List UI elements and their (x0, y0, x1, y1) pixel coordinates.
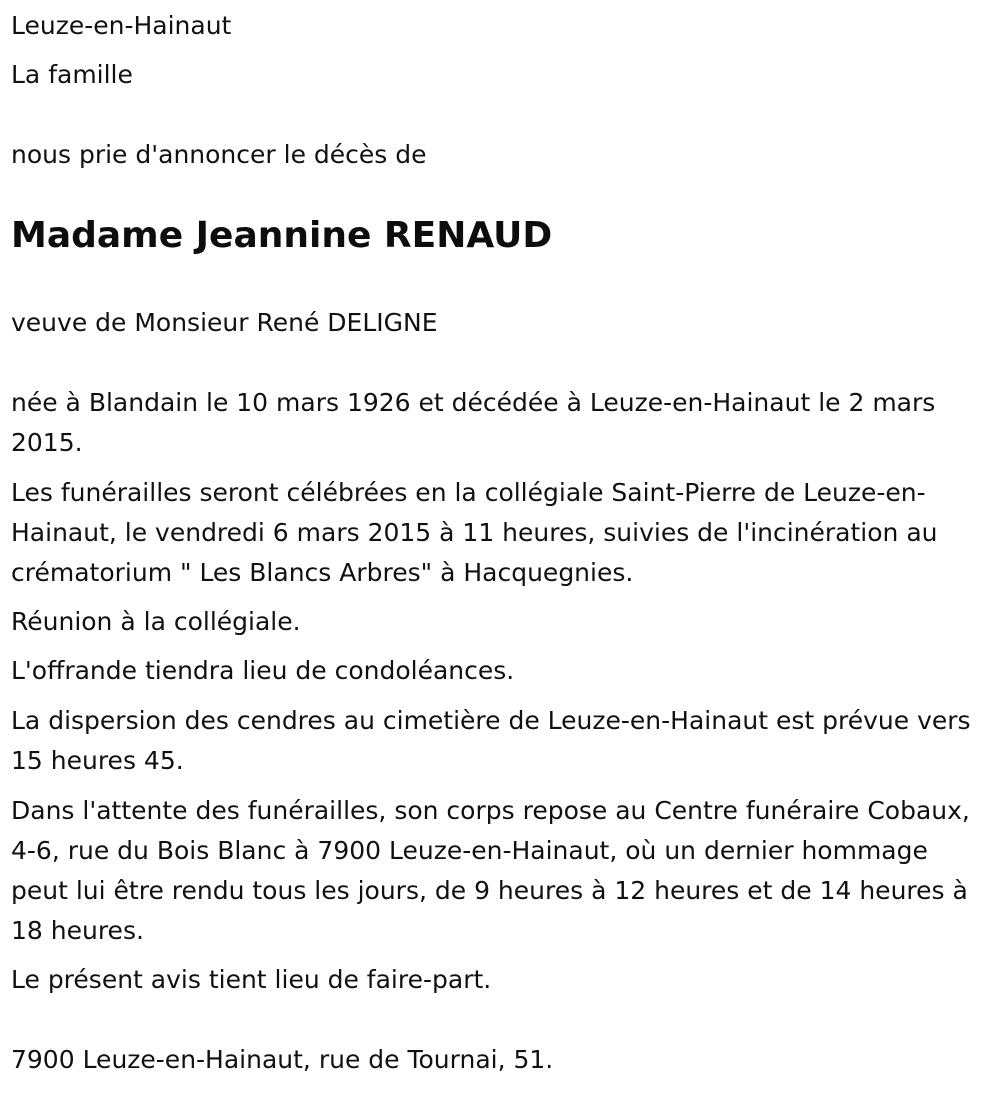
family-address: 7900 Leuze-en-Hainaut, rue de Tournai, 51. (11, 1045, 554, 1074)
visitation-paragraph: Dans l'attente des funérailles, son corps repose au Centre funéraire Cobaux, 4-6, rue du Bois Blanc à 7900 Leuze-en-Hainaut, où un dernier hommage peut lui être rendu tous les jours, de 9 heures à 12 heures et de 14 heures à 18 heures. (11, 796, 970, 945)
offering-paragraph: L'offrande tiendra lieu de condoléances. (11, 656, 515, 685)
deceased-name: Madame Jeannine RENAUD (11, 215, 553, 256)
ashes-paragraph: La dispersion des cendres au cimetière de Leuze-en-Hainaut est prévue vers 15 heures 45. (11, 706, 971, 775)
notice-family: La famille (11, 60, 133, 89)
spouse-line: veuve de Monsieur René DELIGNE (11, 308, 438, 337)
birth-death-paragraph: née à Blandain le 10 mars 1926 et décédée à Leuze-en-Hainaut le 2 mars 2015. (11, 388, 936, 457)
notice-announcement: nous prie d'annoncer le décès de (11, 140, 427, 169)
notice-city: Leuze-en-Hainaut (11, 11, 232, 40)
funeral-paragraph: Les funérailles seront célébrées en la collégiale Saint-Pierre de Leuze-en-Hainaut, le vendredi 6 mars 2015 à 11 heures, suivies de l'incinération au crématorium " Les Blancs Arbres" à Hacquegnies. (11, 478, 938, 587)
closing-paragraph: Le présent avis tient lieu de faire-part. (11, 965, 492, 994)
meeting-paragraph: Réunion à la collégiale. (11, 607, 301, 636)
